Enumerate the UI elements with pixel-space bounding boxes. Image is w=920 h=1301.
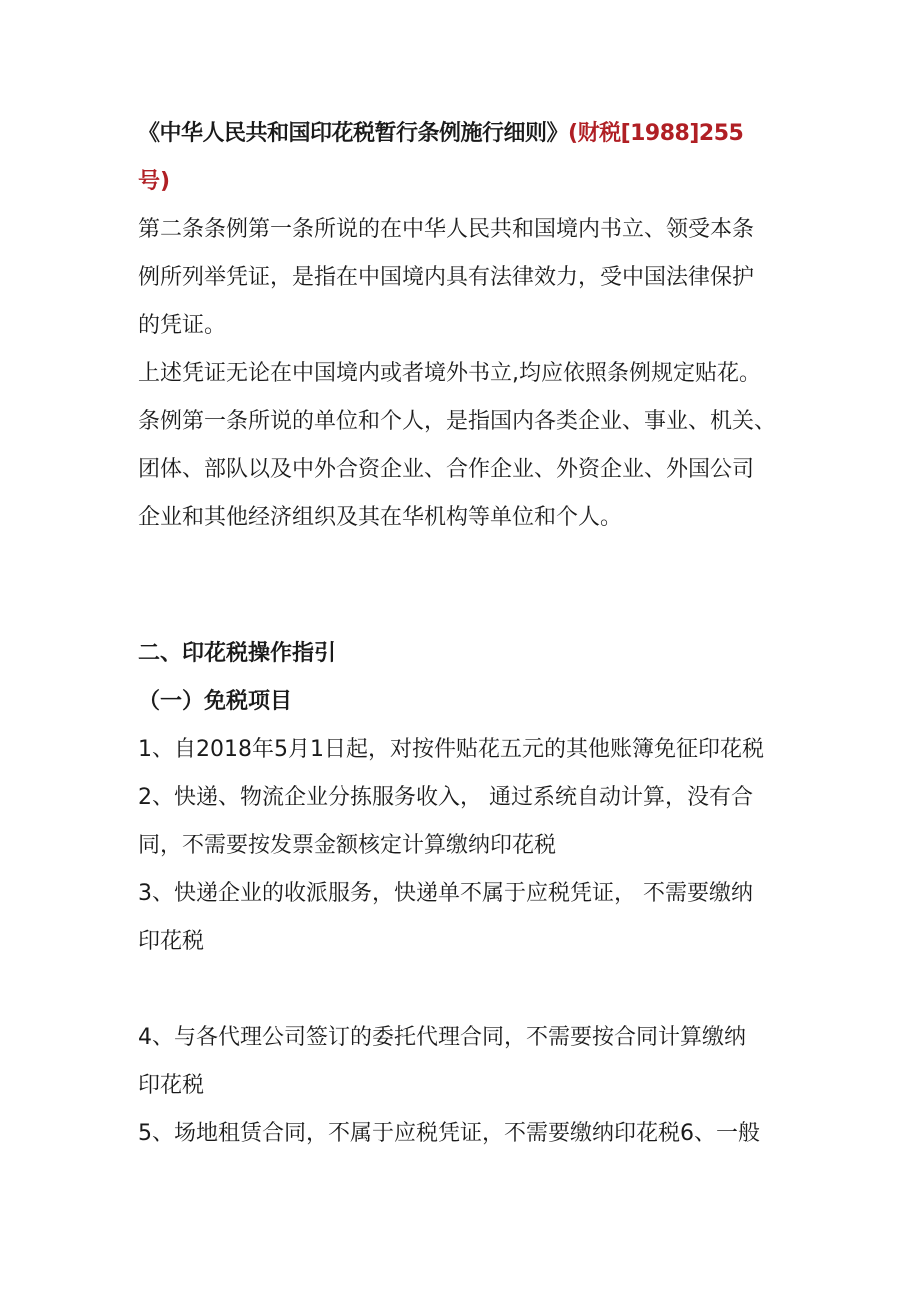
section-heading: 二、印花税操作指引	[138, 641, 337, 666]
article-line: 企业和其他经济组织及其在华机构等单位和个人。	[138, 505, 623, 530]
article-line: 的凭证。	[138, 313, 227, 338]
exempt-item-line: 3、快递企业的收派服务，快递单不属于应税凭证， 不需要缴纳	[138, 881, 753, 906]
exempt-item-line: 印花税	[138, 929, 205, 954]
citation-line-1	[138, 110, 788, 158]
exempt-item-line: 1、自2018年5月1日起，对按件贴花五元的其他账簿免征印花税	[138, 737, 764, 762]
section-subheading: （一）免税项目	[138, 689, 293, 714]
exempt-item-line: 5、场地租赁合同，不属于应税凭证，不需要缴纳印花税6、一般	[138, 1121, 760, 1146]
spacer	[138, 966, 788, 1014]
spacer	[138, 542, 788, 630]
exempt-item-line: 2、快递、物流企业分拣服务收入， 通过系统自动计算，没有合	[138, 785, 753, 810]
document-page	[138, 110, 788, 1158]
citation-ref-suffix: 号)	[138, 169, 171, 194]
exempt-item-line: 同，不需要按发票金额核定计算缴纳印花税	[138, 833, 557, 858]
article-line: 条例第一条所说的单位和个人，是指国内各类企业、事业、机关、	[138, 409, 777, 434]
exempt-item-line: 4、与各代理公司签订的委托代理合同，不需要按合同计算缴纳	[138, 1025, 746, 1050]
citation-title: 《中华人民共和国印花税暂行条例施行细则》	[138, 121, 569, 146]
citation-ref: (财税[1988]255	[568, 121, 744, 146]
article-line: 例所列举凭证，是指在中国境内具有法律效力，受中国法律保护	[138, 265, 755, 290]
article-line: 上述凭证无论在中国境内或者境外书立,均应依照条例规定贴花。	[138, 361, 761, 386]
article-line: 第二条条例第一条所说的在中华人民共和国境内书立、领受本条	[138, 217, 755, 242]
article-line: 团体、部队以及中外合资企业、合作企业、外资企业、外国公司	[138, 457, 755, 482]
exempt-item-line: 印花税	[138, 1073, 205, 1098]
citation-line-2	[138, 158, 788, 206]
